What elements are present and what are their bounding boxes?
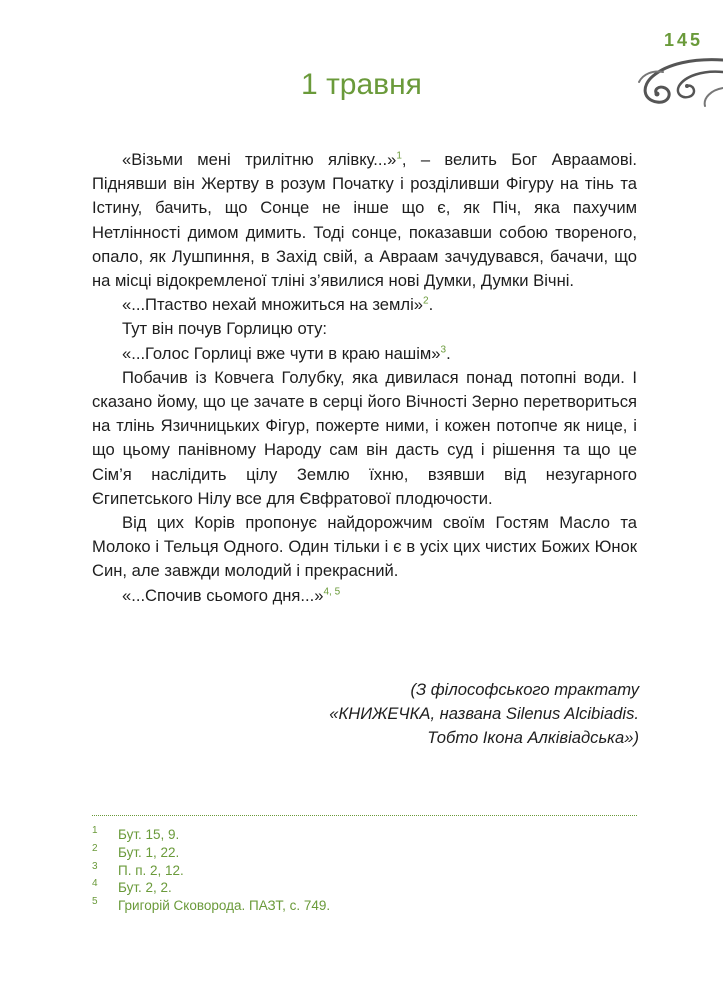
paragraph-text: , – велить Бог Авраамові. Піднявши він Жертву в розум Початку і розділивши Фігуру на тінь та Істину, бачить, що Сонце не інше що є, як Піч, яка пахучим Нетлінності димом димить. Тоді сонце, показавши собою твореного, опало, як Лушпиння, в Захід свій, а Авраам зачудувався, бачачи, що на місці відокремленої тліні з’явилися нові Думки, Думки Вічні. (92, 150, 637, 291)
paragraph-text: Тут він почув Горлицю оту: (122, 319, 328, 339)
footnote-number: 3 (92, 860, 98, 872)
footnote-reference: 1 (396, 150, 402, 162)
footnote-text: Григорій Сковорода. ПАЗТ, с. 749. (118, 898, 331, 914)
paragraph (92, 293, 637, 317)
footnote-text: П. п. 2, 12. (118, 862, 184, 878)
footnote-text: Бут. 2, 2. (118, 880, 172, 896)
paragraph (92, 148, 637, 293)
footnote-number: 5 (92, 896, 98, 908)
source-line: Тобто Ікона Алківіадська») (427, 728, 639, 748)
paragraph-text: Від цих Корів пропонує найдорожчим своїм Гостям Масло та Молоко і Тельця Одного. Один тільки і є в усіх цих чистих Божих Юнок Син, але завжди молодий і прекрасний. (92, 513, 637, 581)
source-citation (239, 678, 639, 751)
source-line: «КНИЖЕЧКА, названа Silenus Alcibiadis. (329, 704, 639, 724)
footnote-text: Бут. 15, 9. (118, 827, 180, 842)
footnote-number: 4 (92, 878, 98, 890)
paragraph-text: «...Голос Горлиці вже чути в краю нашім» (122, 343, 441, 363)
paragraph (92, 366, 637, 511)
paragraph-text: . (428, 295, 434, 315)
footnote-reference: 2 (423, 295, 429, 307)
paragraph-text: «...Птаство нехай множиться на землі» (122, 295, 424, 315)
footnote-number: 2 (92, 842, 98, 854)
footnote-item (92, 844, 637, 862)
source-line: (З філософського трактату (410, 680, 639, 699)
footnote-divider (92, 815, 637, 816)
footnote-item (92, 862, 637, 880)
paragraph (92, 342, 637, 366)
paragraph-text: «...Спочив сьомого дня...» (122, 585, 324, 605)
page-number: 145 (663, 30, 703, 50)
footnote-item (92, 826, 637, 844)
paragraph (92, 584, 637, 608)
paragraph-text: «Візьми мені трилітню ялівку...» (122, 150, 397, 169)
footnote-text: Бут. 1, 22. (118, 844, 180, 860)
paragraph-text: Побачив із Ковчега Голубку, яка дивилася понад потопні води. І сказано йому, що це зачате в серці його Вічності Зерно перетвориться на тлінь Язичницьких Фігур, пожерте ними, і кожен потопче як нице, і що цьому панівному Народу сам він дасть суд і рішення та що це Сім’я наслідить цілу Землю їхню, взявши від незугарного Єгипетського Нілу все для Євфратової плодючости. (92, 367, 637, 508)
paragraph-text: . (446, 343, 451, 363)
paragraph (92, 317, 637, 341)
paragraph (92, 511, 637, 584)
main-text (92, 148, 637, 608)
footnote-item (92, 879, 637, 897)
footnote-item (92, 897, 637, 915)
footnotes (92, 826, 637, 915)
page-title: 1 травня (301, 68, 422, 101)
footnote-reference: 4, 5 (323, 586, 341, 598)
footnote-number: 1 (92, 825, 98, 836)
footnote-reference: 3 (440, 344, 447, 356)
